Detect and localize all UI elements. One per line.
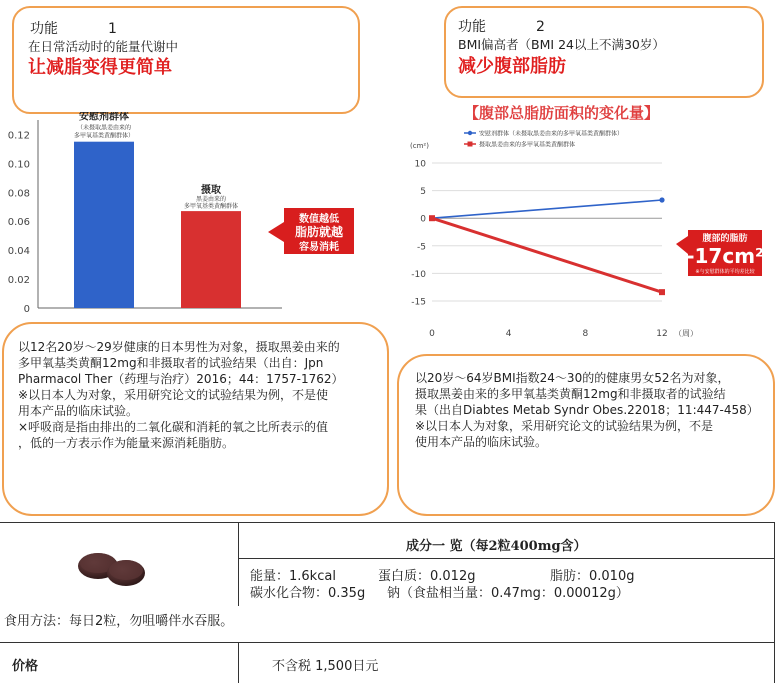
note-2-line: 以20岁～64岁BMI指数24～30的的健康男女52名为对象， bbox=[415, 371, 730, 385]
bar-y-tick-label: 0 bbox=[23, 304, 30, 315]
ingredient-sodium: 钠（食盐相当量：0.47mg：0.00012g） bbox=[387, 586, 629, 601]
function-2-bubble bbox=[444, 6, 764, 98]
line-y-tick-label: -5 bbox=[417, 242, 426, 253]
function-1-subtitle: 在日常活动时的能量代谢中 bbox=[28, 39, 179, 54]
bar-category-note: 多甲氧基类黄酮群体 bbox=[183, 203, 239, 211]
note-2-text bbox=[415, 370, 771, 450]
bar-y-tick-label: 0.10 bbox=[7, 159, 30, 171]
note-1-line: 用本产品的临床试验。 bbox=[18, 404, 139, 418]
bar-callout-arrow bbox=[268, 222, 284, 242]
legend-marker bbox=[468, 142, 473, 147]
bar-chart bbox=[0, 112, 380, 322]
table-ingredients-divider bbox=[238, 558, 775, 559]
product-tablets-image bbox=[72, 544, 152, 590]
ingredient-fat: 脂肪：0.010g bbox=[550, 569, 635, 584]
function-1-number: 1 bbox=[108, 21, 117, 37]
function-2-headline: 减少腹部脂肪 bbox=[458, 56, 566, 77]
line-series bbox=[432, 200, 662, 218]
bar-category-label: 安慰剂群体 bbox=[79, 112, 129, 123]
line-x-tick-label: 8 bbox=[582, 329, 589, 339]
note-1-line: 多甲氧基类黄酮12mg和非摄取者的试验结果（出自：Jpn bbox=[18, 356, 324, 370]
note-1-line: Pharmacol Ther（药理与治疗）2016；44：1757-1762） bbox=[18, 372, 344, 386]
bar-category-note: 黑姜由来的 bbox=[195, 196, 227, 204]
usage-instructions: 食用方法：每日2粒，勿咀嚼伴水吞服。 bbox=[4, 614, 234, 629]
note-2-line: 果（出自Diabtes Metab Syndr Obes.22018；11:447-458） bbox=[415, 403, 759, 417]
bar-category-note: （未摄取黑姜由来的 bbox=[76, 124, 132, 132]
table-top-border bbox=[0, 522, 775, 523]
line-point bbox=[659, 289, 665, 295]
ingredient-energy: 能量：1.6kcal bbox=[250, 569, 336, 584]
legend-label: 安慰剂群体（未摄取黑姜由来的多甲氧基类黄酮群体） bbox=[479, 130, 624, 138]
legend-label: 摄取黑姜由来的多甲氧基类黄酮群体 bbox=[479, 141, 576, 149]
bar-y-tick-label: 0.04 bbox=[7, 246, 30, 258]
function-1-headline: 让减脂变得更简单 bbox=[28, 57, 172, 78]
note-1-line: ※以日本人为对象，采用研究论文的试验结果为例，不是使 bbox=[18, 388, 329, 402]
note-2-line: 摄取黑姜由来的多甲氧基类黄酮12mg和非摄取者的试验结 bbox=[415, 387, 726, 401]
line-series bbox=[432, 218, 662, 292]
note-1-line: ×呼吸商是指由排出的二氧化碳和消耗的氧之比所表示的值 bbox=[18, 420, 329, 434]
bar-category-note: 多甲氧基类黄酮群体） bbox=[73, 132, 135, 140]
bar-category-label: 摄取 bbox=[201, 185, 221, 197]
note-1-text bbox=[18, 339, 384, 451]
line-y-tick-label: 5 bbox=[420, 187, 426, 198]
price-value: 不含税 1,500日元 bbox=[272, 659, 379, 674]
note-1-bubble bbox=[2, 322, 389, 516]
note-2-bubble bbox=[397, 354, 775, 516]
bar-callout-line: 脂肪就越 bbox=[294, 225, 344, 239]
ingredients-title: 成分一 览（每2粒400mg含） bbox=[406, 539, 587, 554]
bar-y-tick-label: 0.12 bbox=[7, 130, 30, 142]
table-price-divider bbox=[238, 642, 239, 683]
line-x-axis-label: （周） bbox=[674, 329, 698, 338]
line-y-tick-label: 0 bbox=[420, 214, 426, 225]
bar-y-tick-label: 0.08 bbox=[7, 188, 30, 200]
function-2-subtitle: BMI偏高者（BMI 24以上不满30岁） bbox=[458, 37, 665, 52]
function-2-number: 2 bbox=[536, 19, 545, 35]
ingredient-carbs: 碳水化合物：0.35g bbox=[250, 586, 366, 601]
bar-callout-line: 数值越低 bbox=[299, 214, 339, 225]
line-y-tick-label: -15 bbox=[411, 297, 426, 308]
bar-y-tick-label: 0.02 bbox=[7, 275, 30, 287]
table-price-border bbox=[0, 642, 775, 643]
note-2-line: ※以日本人为对象，采用研究论文的试验结果为例，不是 bbox=[415, 419, 714, 433]
bar bbox=[181, 211, 241, 308]
ingredient-protein: 蛋白质：0.012g bbox=[378, 569, 476, 584]
price-label: 价格 bbox=[12, 659, 39, 674]
line-chart-title: 【腹部总脂肪面积的变化量】 bbox=[464, 104, 660, 122]
function-2-label: 功能 2 bbox=[458, 19, 545, 35]
line-callout-note: ※与安慰群体的平均差比较 bbox=[695, 269, 755, 275]
line-callout-value: -17cm² bbox=[686, 244, 764, 268]
line-callout-top: 腹部的脂肪 bbox=[702, 234, 748, 244]
function-1-label: 功能 1 bbox=[30, 21, 117, 37]
bar bbox=[74, 142, 134, 308]
bar-callout-line: 容易消耗 bbox=[299, 242, 339, 253]
line-y-tick-label: -10 bbox=[411, 269, 426, 280]
line-point bbox=[659, 197, 664, 202]
note-2-line: 使用本产品的临床试验。 bbox=[415, 435, 548, 449]
table-divider-vertical bbox=[238, 522, 239, 606]
line-x-tick-label: 0 bbox=[429, 329, 435, 339]
line-x-tick-label: 12 bbox=[656, 329, 668, 339]
line-x-tick-label: 4 bbox=[505, 329, 512, 339]
legend-marker bbox=[468, 131, 472, 135]
line-chart bbox=[396, 122, 774, 344]
note-1-line: ，低的一方表示作为能量来源消耗脂肪。 bbox=[18, 436, 235, 450]
note-1-line: 以12名20岁～29岁健康的日本男性为对象，摄取黑姜由来的 bbox=[18, 340, 340, 354]
line-y-tick-label: 10 bbox=[414, 159, 426, 170]
function-1-bubble bbox=[12, 6, 360, 114]
line-point bbox=[429, 215, 435, 221]
bar-y-tick-label: 0.06 bbox=[7, 217, 30, 229]
line-y-axis-label: (cm²) bbox=[410, 142, 429, 150]
